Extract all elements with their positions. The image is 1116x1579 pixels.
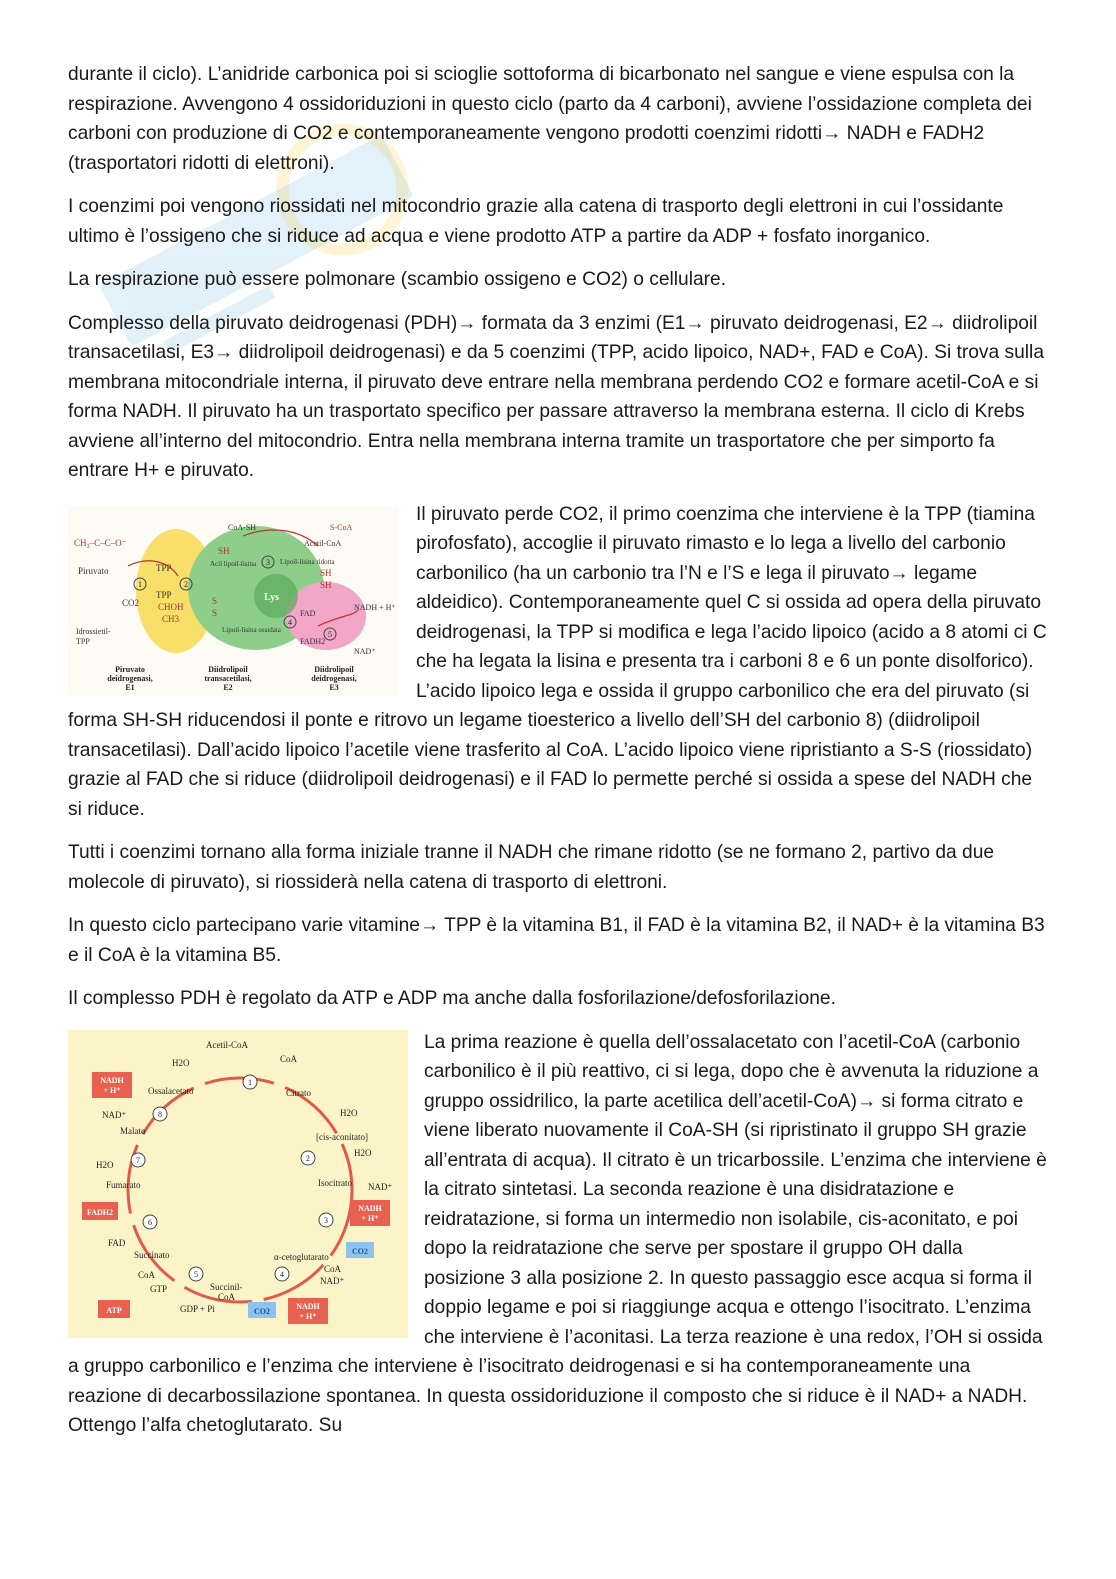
label-co2-pdh: CO2 xyxy=(122,597,140,608)
k-ossalacetato: Ossalacetato xyxy=(148,1085,194,1096)
paragraph-5: Il piruvato perde CO2, il primo coenzima che interviene è la TPP (tiamina pirofosfato), accoglie il piruvato rimasto e lo lega a livello del carbonio carbonilico (ha un carbonio tra l’N e l’S e lega il piruvato→ legame aldeidico). Contemporaneamente quel C si ossida ad opera della piruvato deidrogenasi, la TPP si modifica e lega l’acido lipoico (acido a 8 atomi ci C che ha legata la lisina e presenta tra i carboni 8 e 6 un ponte disolforico). L’acido lipoico lega e ossida il gruppo carbonilico che era del piruvato (si forma SH-SH riducendosi il ponte e ritrovo un legame tioesterico a livello dell’SH del carbonio 8) (diidrolipoil transacetilasi). Dall’acido lipoico l’acetile viene trasferito al CoA. L’acido lipoico viene ripristianto a S-S (riossidato) grazie al FAD che si riduce (diidrolipoil deidrogenasi) e il FAD lo permette perché si ossida a spese del NADH che si riduce. xyxy=(68,503,1047,820)
k-step-5: 5 xyxy=(194,1269,198,1279)
label-s-coa: S-CoA xyxy=(330,522,353,532)
label-ch3: CH3 xyxy=(162,613,180,624)
paragraph-8: Il complesso PDH è regolato da ATP e ADP ma anche dalla fosforilazione/defosforilazione. xyxy=(68,988,836,1009)
k-h2o-b: H2O xyxy=(354,1147,372,1158)
label-acetil-coa: Acetil-CoA xyxy=(304,538,342,548)
paragraph-9: La prima reazione è quella dell’ossalacetato con l’acetil-CoA (carbonio carbonilico è il più reattivo, ci si lega, dopo che è avvenuta la riduzione a gruppo ossidrilico, la parte acetilica dell’acetil-CoA)→ si forma citrato e viene liberato nuovamente il CoA-SH (si ripristinato il gruppo SH grazie all’entrata di acqua). Il citrato è un tricarbossile. L’enzima che interviene è la citrato sintetasi. La seconda reazione è una disidratazione e reidratazione, si forma un intermedio non isolabile, cis-aconitato, e poi dopo la reidratazione che serve per spostare il gruppo OH dalla posizione 3 alla posizione 2. In questo passaggio esce acqua si forma il doppio legame e poi si riaggiunge acqua e ottengo l’isocitrato. L’enzima che interviene è l’aconitasi. La terza reazione è una redox, l’OH si ossida a gruppo carbonilico e l’enzima che interviene è l’isocitrato deidrogenasi e si ha contemporaneamente una reazione di decarbossilazione spontanea. In questa ossidoriduzione il composto che si riduce è il NAD+ a NADH. Ottengo l’alfa chetoglutarato. Su xyxy=(68,1031,1047,1436)
label-piruvato: Piruvato xyxy=(78,565,109,576)
paragraph-6: Tutti i coenzimi tornano alla forma iniziale tranne il NADH che rimane ridotto (se ne formano 2, partivo da due molecole di piruvato), si riossiderà nella catena di trasporto di elettroni. xyxy=(68,842,995,893)
label-e2-a: Diidrolipoil xyxy=(208,664,248,674)
k-succinil-coa: CoA xyxy=(218,1291,236,1302)
k-co2-box-2: CO2 xyxy=(254,1306,270,1316)
label-s-2: S xyxy=(212,607,218,618)
k-atp-box: ATP xyxy=(106,1305,122,1315)
label-fad-pdh: FAD xyxy=(300,608,316,618)
label-choh: CHOH xyxy=(158,601,184,612)
k-step-1: 1 xyxy=(248,1077,252,1087)
label-e3-c: E3 xyxy=(329,682,339,692)
paragraph-4: Complesso della piruvato deidrogenasi (PDH)→ formata da 3 enzimi (E1→ piruvato deidrogenasi, E2→ diidrolipoil transacetilasi, E3→ diidrolipoil deidrogenasi) e da 5 coenzimi (TPP, acido lipoico, NAD+, FAD e CoA). Si trova sulla membrana mitocondriale interna, il piruvato deve entrare nella membrana perdendo CO2 e formare acetil-CoA e si forma NADH. Il piruvato ha un trasportato specifico per passare attraverso la membrana esterna. Il ciclo di Krebs avviene all’interno del mitocondrio. Entra nella membrana interna tramite un trasportatore che per simporto fa entrare H+ e piruvato. xyxy=(68,312,1044,481)
k-fad: FAD xyxy=(108,1237,126,1248)
krebs-cycle-figure xyxy=(68,1030,408,1338)
k-gtp: GTP xyxy=(150,1283,168,1294)
k-coa: CoA xyxy=(280,1053,298,1064)
label-e2-c: E2 xyxy=(223,682,233,692)
label-e3-b: deidrogenasi, xyxy=(311,673,357,683)
pyruvate-formula: CH₃–C–C–O⁻ xyxy=(74,537,127,548)
k-nadh-box-iso-h: + H⁺ xyxy=(361,1213,379,1223)
k-nadh-box-malato: NADH xyxy=(100,1075,124,1085)
label-lipoil-ossidata: Lipoil-lisina ossidata xyxy=(222,625,281,634)
k-gdp: GDP + Pi xyxy=(180,1303,215,1314)
label-fadh2-pdh: FADH2 xyxy=(300,636,326,646)
k-step-8: 8 xyxy=(158,1109,162,1119)
label-nad-pdh: NAD⁺ xyxy=(354,646,376,656)
k-step-3: 3 xyxy=(324,1215,328,1225)
k-step-7: 7 xyxy=(136,1155,140,1165)
step-1-pdh: 1 xyxy=(138,579,142,589)
k-nadh-box-iso: NADH xyxy=(358,1203,382,1213)
paragraph-1: durante il ciclo). L’anidride carbonica poi si scioglie sottoforma di bicarbonato nel sangue e viene espulsa con la respirazione. Avvengono 4 ossidoriduzioni in questo ciclo (parto da 4 carboni), avviene l’ossidazione completa dei carboni con produzione di CO2 e contemporaneamente vengono prodotti coenzimi ridotti→ NADH e FADH2 (trasportatori ridotti di elettroni). xyxy=(68,64,1032,174)
k-isocitrato: Isocitrato xyxy=(318,1177,352,1188)
k-nad-iso: NAD⁺ xyxy=(368,1181,393,1192)
k-step-4: 4 xyxy=(280,1269,284,1279)
label-acil-lipoil: Acil lipoil-lisina xyxy=(210,559,257,568)
label-e1-b: deidrogenasi, xyxy=(107,673,153,683)
k-malato: Malato xyxy=(120,1125,146,1136)
paragraph-2: I coenzimi poi vengono riossidati nel mitocondrio grazie alla catena di trasporto degli elettroni in cui l’ossidante ultimo è l’ossigeno che si riduce ad acqua e viene prodotto ATP a partire da ADP + fosfato inorganico. xyxy=(68,196,1004,247)
label-s-1: S xyxy=(212,595,218,606)
label-lys: Lys xyxy=(264,591,280,603)
k-co2-box-1: CO2 xyxy=(352,1246,368,1256)
label-lipoil-ridotta: Lipoil-lisina ridotta xyxy=(280,557,335,566)
k-coa-3: CoA xyxy=(138,1269,156,1280)
k-step-6: 6 xyxy=(148,1217,152,1227)
k-h2o-f: H2O xyxy=(96,1159,114,1170)
label-idrossietil: Idrossietil- xyxy=(76,626,111,636)
paragraph-7: In questo ciclo partecipano varie vitamine→ TPP è la vitamina B1, il FAD è la vitamina B2, il NAD+ è la vitamina B3 e il CoA è la vitamina B5. xyxy=(68,915,1045,966)
pdh-complex-figure xyxy=(68,506,398,696)
label-e2-b: transacetilasi, xyxy=(204,673,252,683)
k-h2o-top: H2O xyxy=(172,1057,190,1068)
label-coa-sh: CoA-SH xyxy=(228,522,257,532)
k-acetil-coa: Acetil-CoA xyxy=(206,1039,248,1050)
k-nadh-box-malato-h: + H⁺ xyxy=(103,1085,121,1095)
k-fadh2-box: FADH2 xyxy=(86,1207,114,1217)
label-sh-3: SH xyxy=(320,579,332,590)
k-nadh-box-cheto: NADH xyxy=(296,1301,320,1311)
label-e3-a: Diidrolipoil xyxy=(314,664,354,674)
step-5-pdh: 5 xyxy=(328,629,332,639)
k-citrato: Citrato xyxy=(286,1087,311,1098)
k-succinil: Succinil- xyxy=(210,1281,243,1292)
k-nad-2: NAD⁺ xyxy=(320,1275,345,1286)
label-sh-2: SH xyxy=(320,567,332,578)
k-h2o-a: H2O xyxy=(340,1107,358,1118)
label-sh-1: SH xyxy=(218,545,230,556)
label-nadh-pdh: NADH + H⁺ xyxy=(354,602,396,612)
k-nadh-box-cheto-h: + H⁺ xyxy=(299,1311,317,1321)
label-e1-c: E1 xyxy=(125,682,135,692)
step-4-pdh: 4 xyxy=(288,617,292,627)
k-cis-aconitato: [cis-aconitato] xyxy=(316,1131,368,1142)
k-succinato: Succinato xyxy=(134,1249,170,1260)
paragraph-3: La respirazione può essere polmonare (scambio ossigeno e CO2) o cellulare. xyxy=(68,269,727,290)
k-alfa-cheto: α-cetoglutarato xyxy=(274,1251,329,1262)
label-e1-a: Piruvato xyxy=(115,664,145,674)
k-coa-2: CoA xyxy=(324,1263,342,1274)
label-tpp-2: TPP xyxy=(156,589,172,600)
k-nad-m: NAD⁺ xyxy=(102,1109,127,1120)
label-tpp-1: TPP xyxy=(156,562,172,573)
label-idrossietil-tpp: TPP xyxy=(76,636,90,646)
step-2-pdh: 2 xyxy=(184,579,188,589)
k-fumarato: Fumarato xyxy=(106,1179,141,1190)
step-3-pdh: 3 xyxy=(266,557,270,567)
document-page xyxy=(68,60,1048,1441)
k-step-2: 2 xyxy=(306,1153,310,1163)
